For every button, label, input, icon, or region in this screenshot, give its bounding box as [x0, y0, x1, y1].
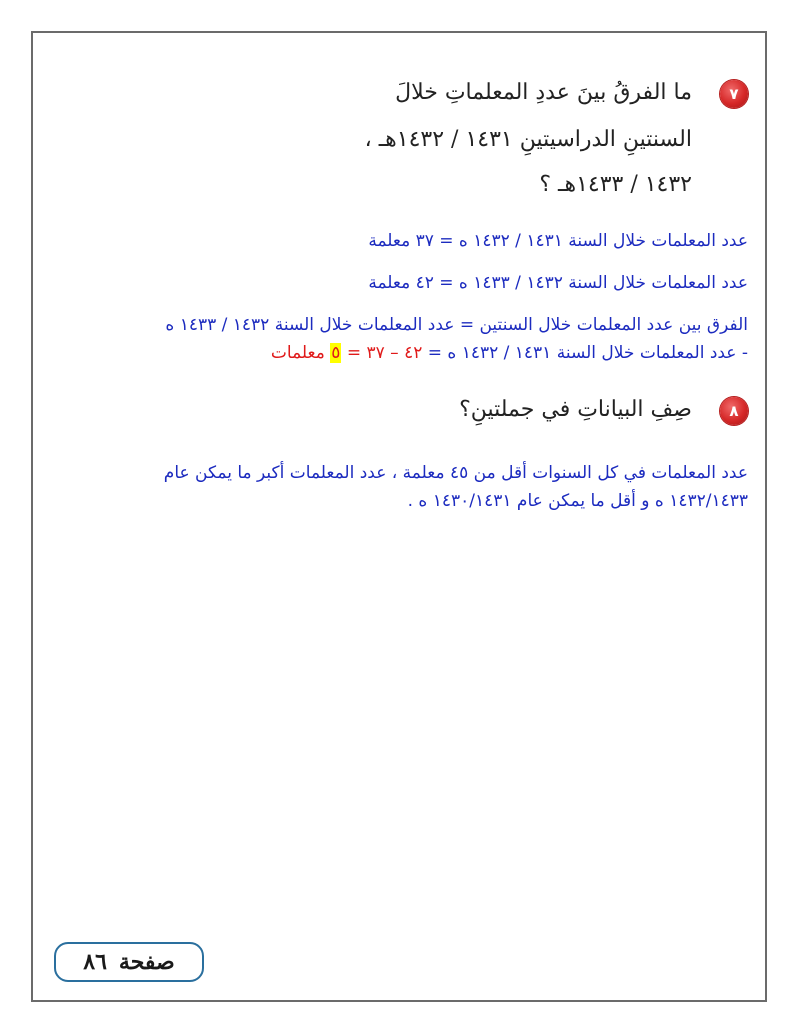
- answer-7-result-highlight: ٥: [331, 343, 341, 363]
- answer-7-line-4: [271, 343, 748, 363]
- answer-8-line-2: ١٤٣٢/١٤٣٣ ه و أقل ما يمكن عام ١٤٣٠/١٤٣١ ه .: [407, 491, 748, 511]
- answer-8-line-1: عدد المعلمات في كل السنوات أقل من ٤٥ معلمة ، عدد المعلمات أكبر ما يمكن عام: [163, 463, 748, 483]
- answer-7-unit: معلمات: [270, 343, 331, 363]
- page-word: صفحة: [118, 949, 175, 975]
- answer-7-line-4-text: - عدد المعلمات خلال السنة ١٤٣١ / ١٤٣٢ ه =: [422, 343, 748, 363]
- question-8-badge: ٨: [720, 397, 748, 425]
- answer-7-line-3: الفرق بين عدد المعلمات خلال السنتين = عدد المعلمات خلال السنة ١٤٣٢ / ١٤٣٣ ه: [165, 315, 748, 335]
- page-number: ٨٦: [83, 949, 107, 975]
- answer-7-line-1: عدد المعلمات خلال السنة ١٤٣١ / ١٤٣٢ ه = ٣٧ معلمة: [368, 231, 748, 251]
- question-7-line-2: السنتينِ الدراسيتينِ ١٤٣١ / ١٤٣٢هـ ،: [364, 127, 692, 152]
- question-7-line-3: ١٤٣٢ / ١٤٣٣هـ ؟: [539, 172, 692, 197]
- answer-7-line-2: عدد المعلمات خلال السنة ١٤٣٢ / ١٤٣٣ ه = ٤٢ معلمة: [368, 273, 748, 293]
- page-number-label: [54, 942, 204, 982]
- question-8-text: صِفِ البياناتِ في جملتينِ؟: [459, 397, 692, 422]
- answer-7-calculation: ٤٢ – ٣٧ =: [341, 343, 423, 363]
- question-7-badge: ٧: [720, 80, 748, 108]
- question-7-line-1: ما الفرقُ بينَ عددِ المعلماتِ خلالَ: [395, 80, 692, 105]
